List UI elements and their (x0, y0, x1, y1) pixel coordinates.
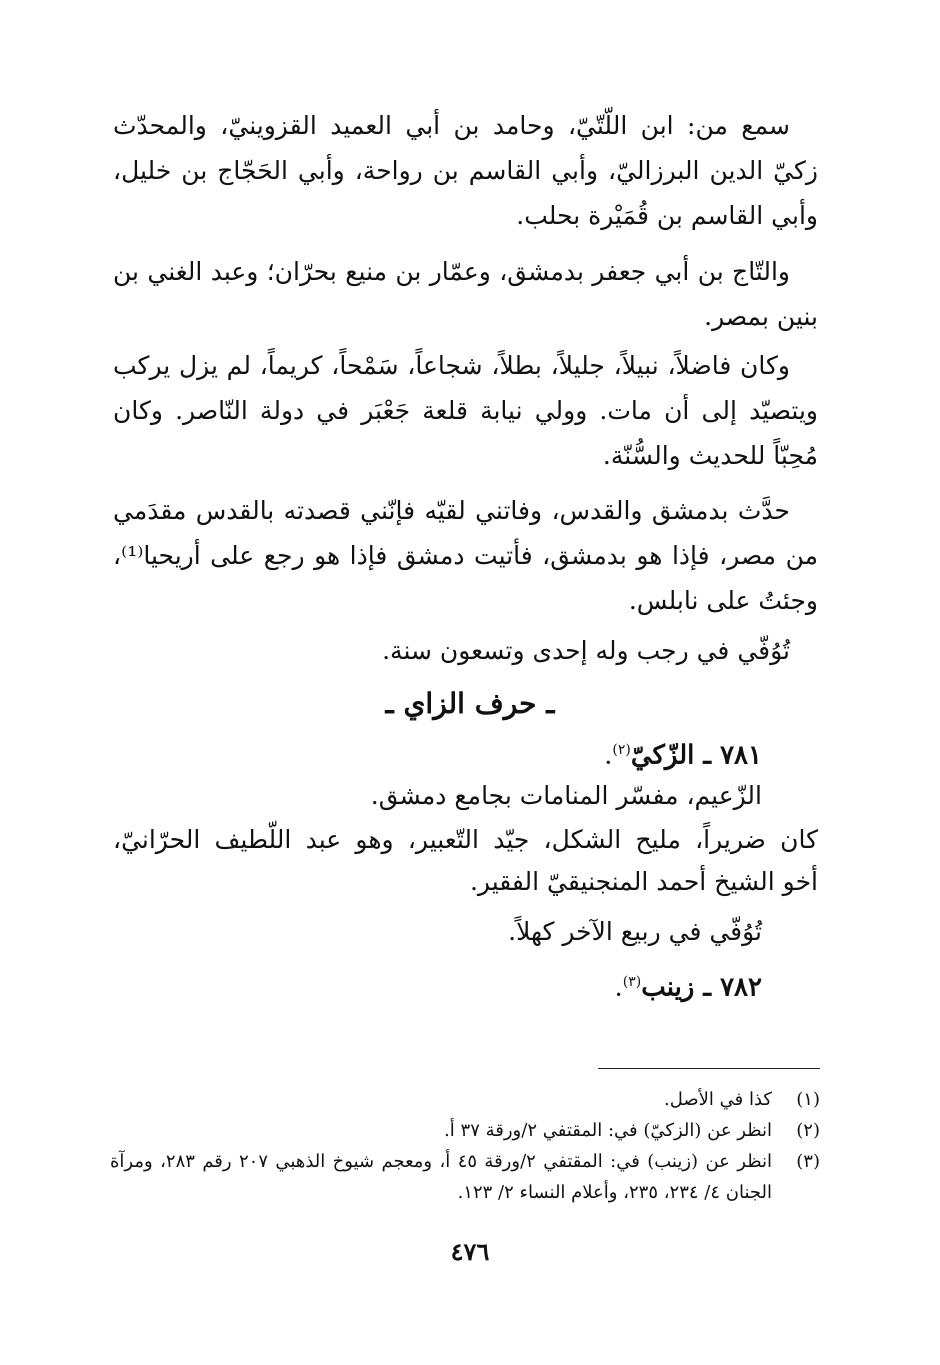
footnote-ref: (٣) (622, 974, 642, 990)
entry-781-line-3: أخو الشيخ أحمد المنجنيقيّ الفقير. (469, 867, 818, 896)
footnote-number: (١) (796, 1089, 820, 1110)
footnotes (110, 1084, 820, 1208)
footnote-3 (110, 1146, 820, 1208)
entry-title-782 (614, 962, 762, 1008)
footnote-text: انظر عن (الزكيّ) في: المقتفي ٢/ورقة ٣٧ أ. (444, 1120, 772, 1141)
paragraph-death: تُوُفّي في رجب وله إحدى وتسعون سنة. (382, 636, 790, 665)
entry-dash: ـ (694, 740, 712, 771)
paragraph-narration: حدَّث بدمشق والقدس، وفاتني لقيّه فإنّني قصدته بالقدس مقدَمي من مصر، فإذا هو بدمشق، فأتيت دمشق فإذا هو رجع على أريحيا⁽¹⁾، وجئتُ على نابلس. (113, 496, 818, 615)
entry-number: ٧٨٢ (720, 972, 762, 1003)
entry-dash: ـ (694, 972, 712, 1003)
entry-period: . (604, 740, 613, 771)
footnote-text: كذا في الأصل. (664, 1089, 772, 1110)
footnote-divider (598, 1068, 820, 1069)
footnote-number: (٣) (796, 1151, 820, 1172)
entry-name: زينب (641, 972, 695, 1003)
entry-number: ٧٨١ (720, 740, 762, 771)
footnote-1 (110, 1084, 820, 1115)
footnote-text: انظر عن (زينب) في: المقتفي ٢/ورقة ٤٥ أ، ومعجم شيوخ الذهبي ٢٠٧ رقم ٢٨٣، ومرآة الجنان ٤/ ٢٣٤، ٢٣٥، وأعلام النساء ٢/ ١٢٣. (110, 1151, 772, 1203)
entry-name: الزّكيّ (630, 740, 695, 771)
entry-781-line-4: تُوُفّي في ربيع الآخر كهلاً. (508, 917, 762, 946)
footnote-2 (110, 1115, 820, 1146)
section-heading: ـ حرف الزاي ـ (385, 687, 555, 720)
paragraph-character: وكان فاضلاً، نبيلاً، جليلاً، بطلاً، شجاعاً، سَمْحاً، كريماً، لم يزل يركب ويتصيّد إلى أن مات. وولي نيابة قلعة جَعْبَر في دولة النّاصر. وكان مُحِبّاً للحديث والسُّنّة. (113, 351, 818, 470)
entry-781-line-2: كان ضريراً، مليح الشكل، جيّد التّعبير، وهو عبد اللّطيف الحرّانيّ، (113, 825, 818, 854)
paragraph-more-teachers: والتّاج بن أبي جعفر بدمشق، وعمّار بن منيع بحرّان؛ وعبد الغني بن بنين بمصر. (113, 257, 818, 331)
entry-781-line-1: الزّعيم، مفسّر المنامات بجامع دمشق. (370, 781, 762, 810)
footnote-number: (٢) (796, 1120, 820, 1141)
entry-title-781 (604, 730, 762, 776)
entry-period: . (614, 972, 623, 1003)
footnote-ref: (٢) (612, 742, 631, 758)
paragraph-teachers: سمع من: ابن اللّتّيّ، وحامد بن أبي العميد القزوينيّ، والمحدّث زكيّ الدين البرزاليّ، وأبي القاسم بن رواحة، وأبي الحَجّاج بن خليل، وأبي القاسم بن قُمَيْرة بحلب. (113, 111, 818, 230)
page-number: ٤٧٦ (450, 1237, 490, 1266)
